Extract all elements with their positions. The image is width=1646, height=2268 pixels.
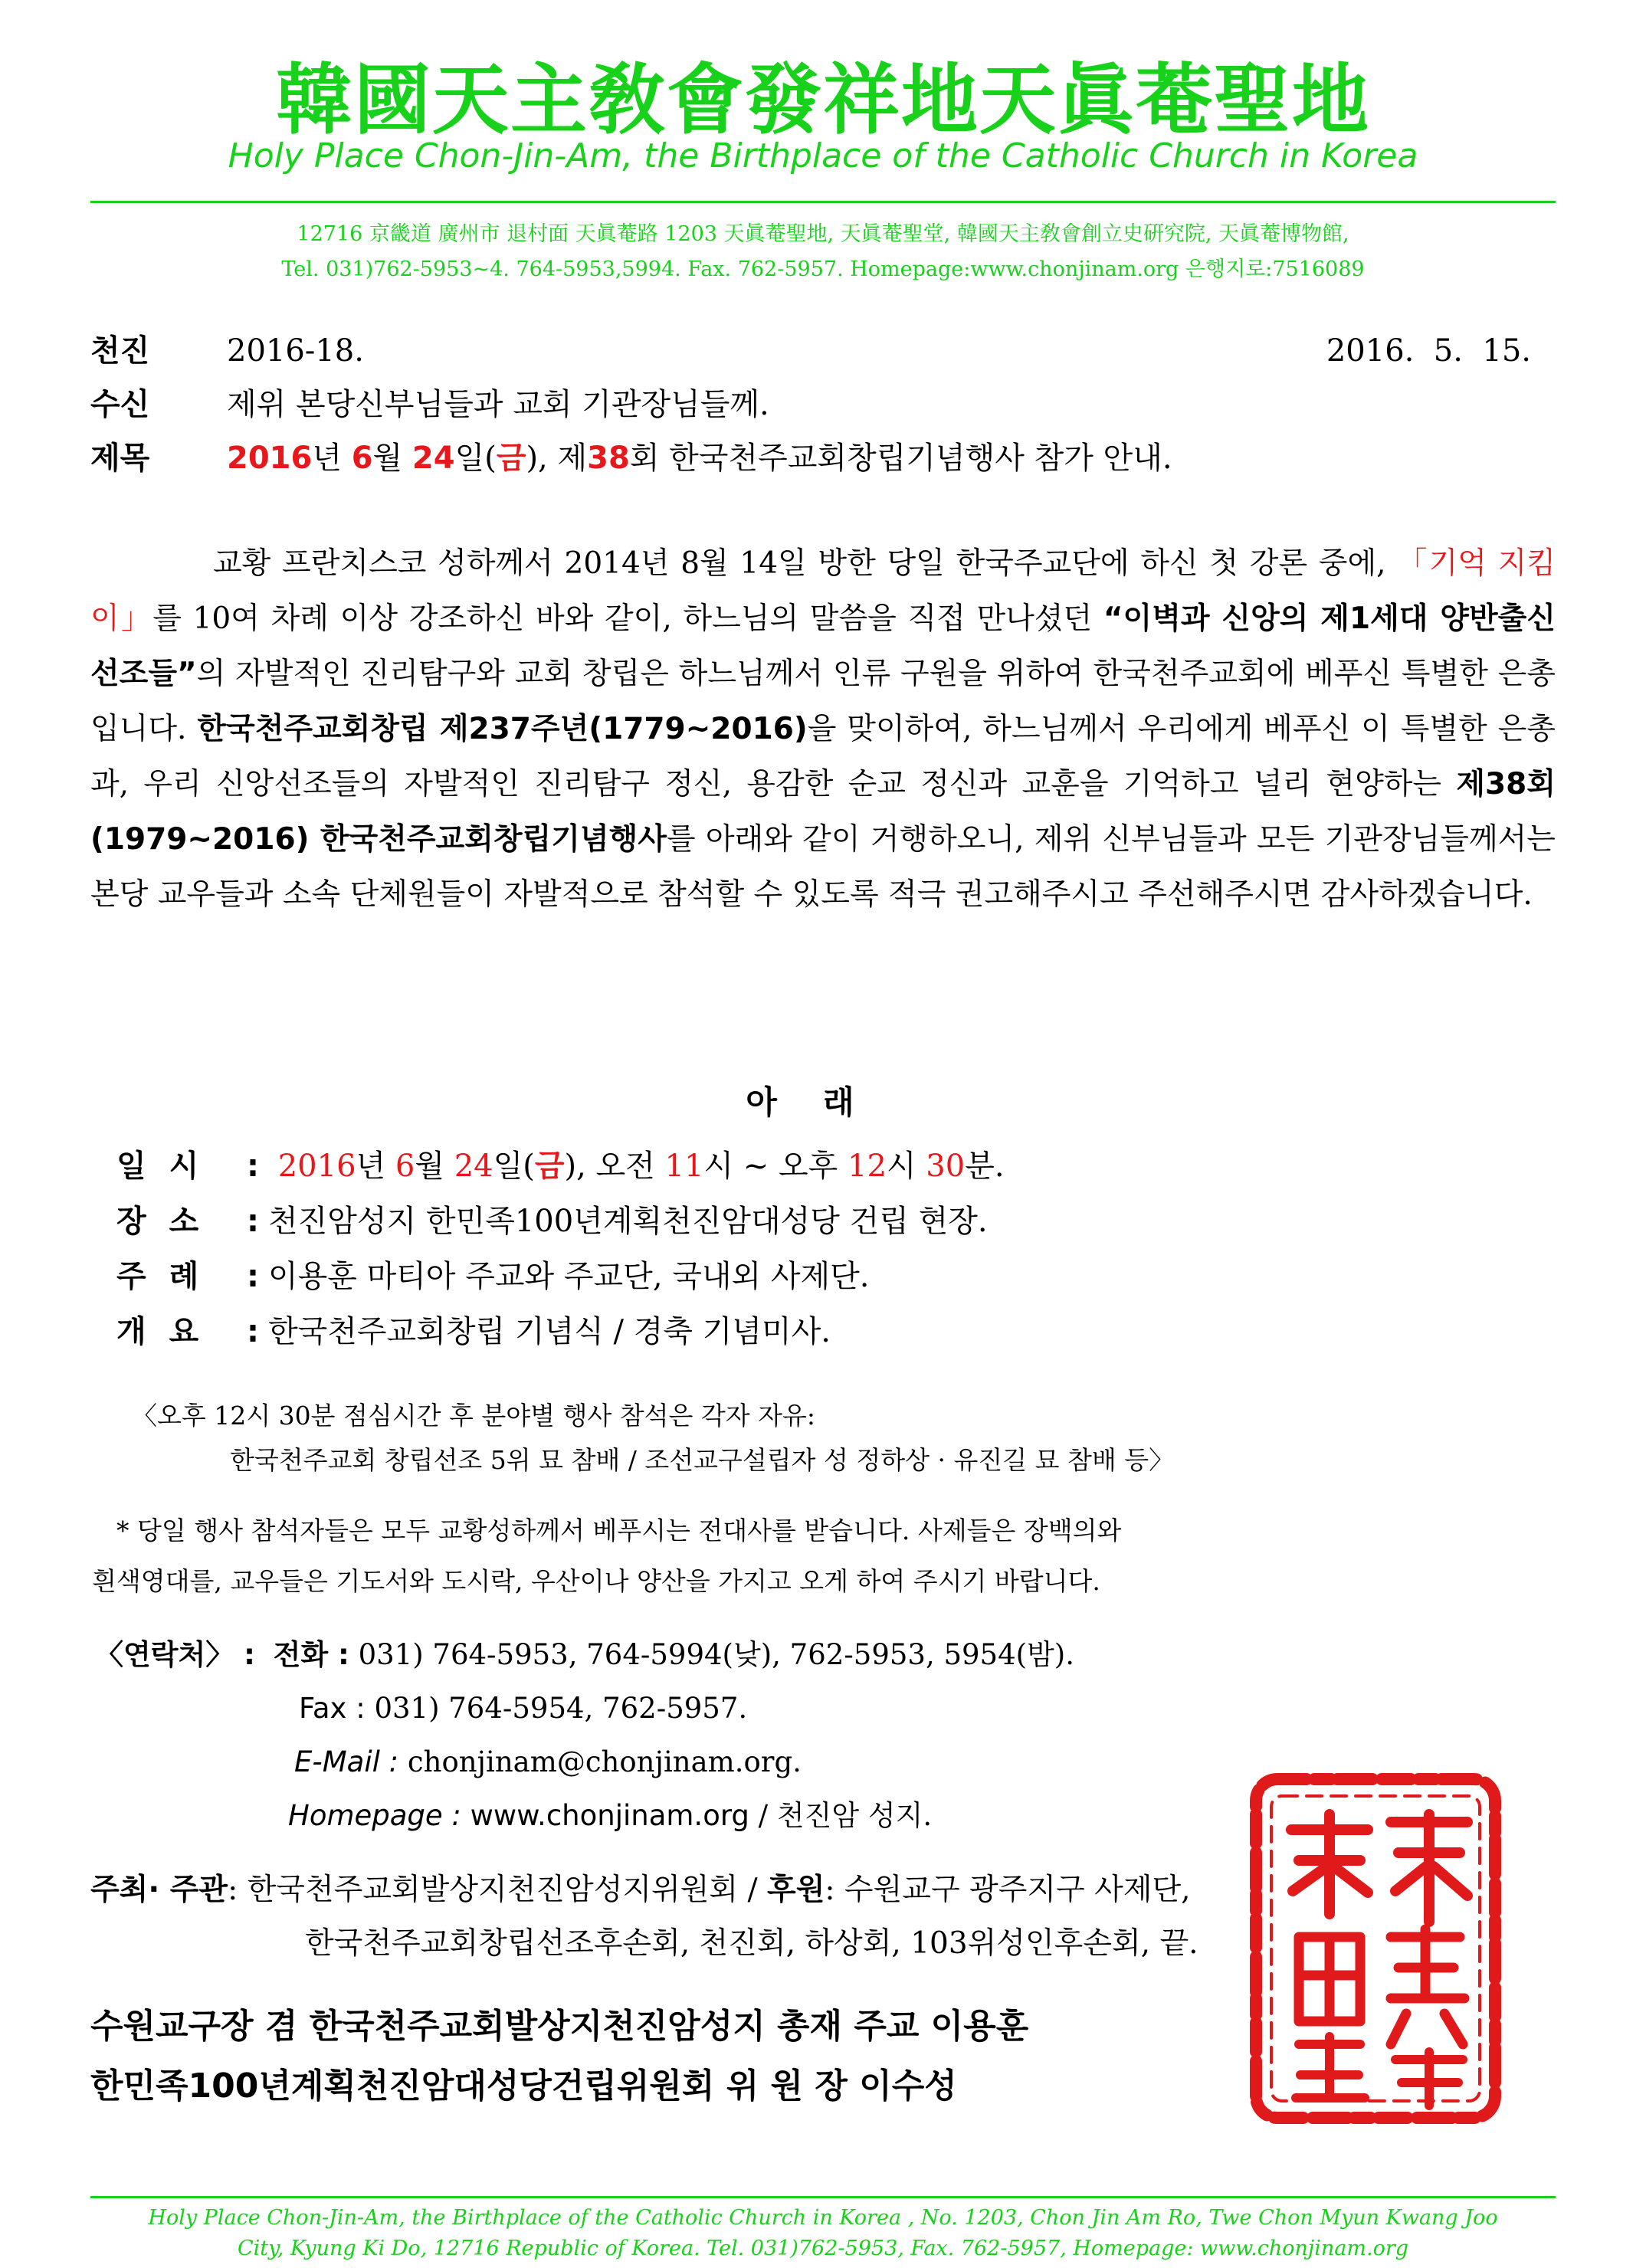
detail-summary-value: 한국천주교회창립 기념식 / 경축 기념미사. [268, 1314, 831, 1349]
note-paren-line1: 〈오후 12시 30분 점심시간 후 분야별 행사 참석은 각자 자유: [132, 1401, 815, 1431]
header-title-hanja: 韓國天主敎會發祥地天眞菴聖地 [276, 54, 1370, 145]
meta-ref-row [90, 329, 1531, 372]
contact-phone: 031) 764-5953, 764-5994(낮), 762-5953, 5954(밤). [358, 1638, 1074, 1671]
header-address-line1: 12716 京畿道 廣州市 退村面 天眞菴路 1203 天眞菴聖地, 天眞菴聖堂, 韓國天主敎會創立史硏究院, 天眞菴博物館, [297, 222, 1349, 246]
meta-subject-row [90, 437, 1531, 480]
meta-ref-value: 2016-18. [227, 333, 364, 369]
header-address-line2: Tel. 031)762-5953~4. 764-5953,5994. Fax. 762-5957. Homepage:www.chonjinam.org 은행지로:7516089 [281, 257, 1365, 281]
meta-subject-label: 제목 [90, 441, 150, 476]
footer-line1: Holy Place Chon-Jin-Am, the Birthplace of the Catholic Church in Korea , No. 1203, Chon Jin Am Ro, Twe Chon Myun Kwang Joo [148, 2206, 1498, 2230]
contact-homepage-link[interactable]: www.chonjinam.org [470, 1799, 749, 1832]
detail-place-row: 장 소 : 천진암성지 한민족100년계획천진암대성당 건립 현장. [116, 1204, 988, 1239]
official-seal-stamp [1245, 1768, 1506, 2129]
contact-email-row: E-Mail : chonjinam@chonjinam.org. [294, 1745, 802, 1778]
sponsor-line2: 한국천주교회창립선조후손회, 천진회, 하상회, 103위성인후손회, 끝. [305, 1926, 1198, 1961]
footer-divider [90, 2196, 1556, 2198]
meta-to-row [90, 383, 1531, 426]
detail-when-value: 2016년 6월 24일(금), 오전 11시 ~ 오후 12시 30분. [277, 1149, 1005, 1184]
detail-celebrant-value: 이용훈 마티아 주교와 주교단, 국내외 사제단. [268, 1259, 870, 1294]
detail-celebrant-row: 주 례 : 이용훈 마티아 주교와 주교단, 국내외 사제단. [116, 1259, 870, 1294]
detail-when-row: 일 시 : 2016년 6월 24일(금), 오전 11시 ~ 오후 12시 30분. [116, 1149, 1005, 1184]
detail-summary-row: 개 요 : 한국천주교회창립 기념식 / 경축 기념미사. [116, 1314, 831, 1349]
body-paragraph: 교황 프란치스코 성하께서 2014년 8월 14일 방한 당일 한국주교단에 하신 첫 강론 중에, 「기억 지킴이」를 10여 차례 이상 강조하신 바와 같이, 하느님의 말씀을 직접 만나셨던 “이벽과 신앙의 제1세대 양반출신 선조들”의 자발적인 진리탐구와 교회 창립은 하느님께서 인류 구원을 위하여 한국천주교회에 베푸신 특별한 은총입니다. 한국천주교회창립 제237주년(1779~2016)을 맞이하여, 하느님께서 우리에게 베푸신 이 특별한 은총과, 우리 신앙선조들의 자발적인 진리탐구 정신, 용감한 순교 정신과 교훈을 기억하고 널리 현양하는 제38회(1979~2016) 한국천주교회창립기념행사를 아래와 같이 거행하오니, 제위 신부님들과 모든 기관장님들께서는 본당 교우들과 소속 단체원들이 자발적으로 참석할 수 있도록 적극 권고해주시고 주선해주시면 감사하겠습니다. [90, 546, 1556, 912]
meta-to-value: 제위 본당신부님들과 교회 기관장님들께. [227, 387, 769, 422]
contact-label: 〈연락처〉 : [95, 1638, 255, 1671]
note-star-line1: * 당일 행사 참석자들은 모두 교황성하께서 베푸시는 전대사를 받습니다. 사제들은 장백의와 [116, 1516, 1122, 1545]
contact-fax-row: Fax : 031) 764-5954, 762-5957. [299, 1692, 748, 1725]
contact-fax: 031) 764-5954, 762-5957. [374, 1692, 748, 1725]
meta-to-label: 수신 [90, 387, 150, 422]
note-star-line2: 흰색영대를, 교우들은 기도서와 도시락, 우산이나 양산을 가지고 오게 하여 주시기 바랍니다. [92, 1566, 1100, 1596]
contact-email[interactable]: chonjinam@chonjinam.org. [407, 1745, 802, 1778]
sponsor-line1: 주최· 주관: 한국천주교회발상지천진암성지위원회 / 후원: 수원교구 광주지구 사제단, [90, 1873, 1191, 1907]
signature-line2: 한민족100년계획천진암대성당건립위원회 위 원 장 이수성 [90, 2066, 957, 2106]
below-heading: 아래 [746, 1083, 900, 1121]
header-divider [90, 201, 1556, 203]
meta-date: 2016. 5. 15. [1326, 333, 1531, 369]
contact-phone-row: 〈연락처〉 : 전화 : 031) 764-5953, 764-5994(낮), 762-5953, 5954(밤). [95, 1638, 1074, 1671]
meta-ref-label: 천진 [90, 333, 150, 369]
header-title-english: Holy Place Chon-Jin-Am, the Birthplace of the Catholic Church in Korea [228, 136, 1418, 175]
footer-line2: City, Kyung Ki Do, 12716 Republic of Korea. Tel. 031)762-5953, Fax. 762-5957, Homepage: www.chonjinam.org [237, 2237, 1409, 2260]
note-paren-line2: 한국천주교회 창립선조 5위 묘 참배 / 조선교구설립자 성 정하상 · 유진길 묘 참배 등〉 [230, 1445, 1175, 1475]
contact-homepage-row: Homepage : www.chonjinam.org / 천진암 성지. [288, 1799, 933, 1832]
signature-line1: 수원교구장 겸 한국천주교회발상지천진암성지 총재 주교 이용훈 [90, 2007, 1029, 2046]
detail-place-value: 천진암성지 한민족100년계획천진암대성당 건립 현장. [268, 1204, 988, 1239]
meta-subject: 2016년 6월 24일(금), 제38회 한국천주교회창립기념행사 참가 안내. [227, 441, 1172, 476]
